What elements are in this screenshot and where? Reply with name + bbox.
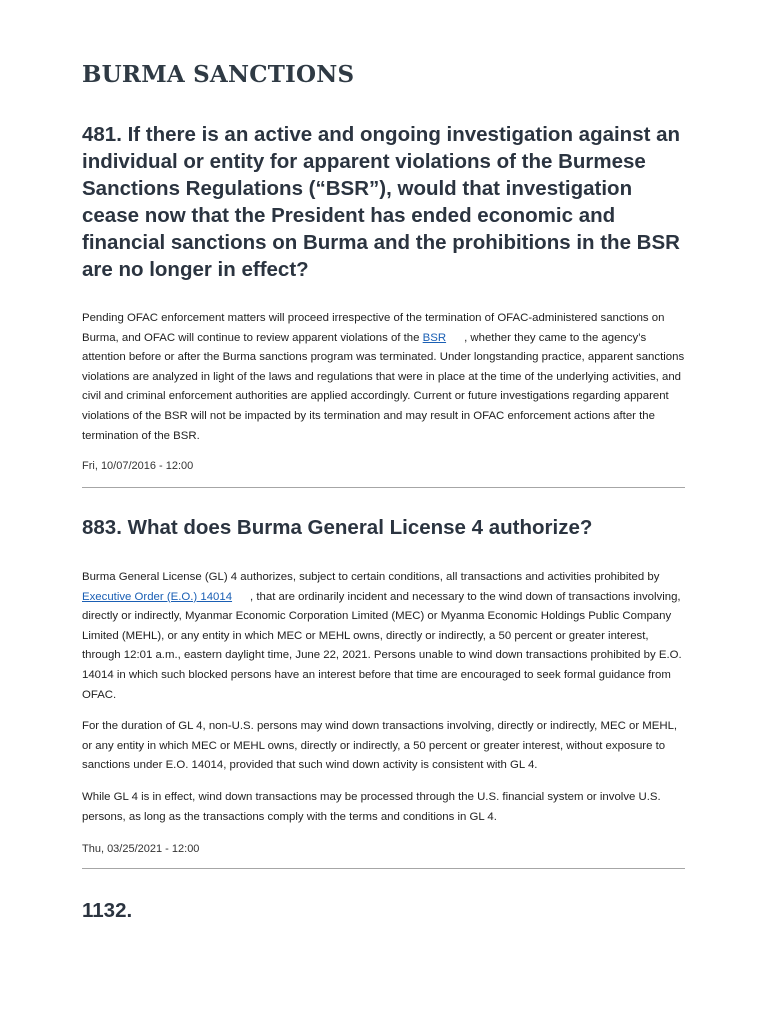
executive-order-14014-link[interactable]: Executive Order (E.O.) 14014	[82, 590, 233, 603]
answer-text: Pending OFAC enforcement matters will proceed irrespective of the termination of OFAC-administered sanctions on Burma, and OFAC will continue to review apparent violations of the	[82, 312, 665, 344]
answer-text: , whether they came to the agency’s attention before or after the Burma sanctions program was terminated. Under longstanding practice, apparent sanctions violations are analyzed in light of the laws and regulations that were in place at the time of the underlying activities, and civil and criminal enforcement authorities are applied accordingly. Current or future investigations regarding apparent violations of the BSR will not be impacted by its termination and may result in OFAC enforcement actions after the termination of the BSR.	[82, 331, 685, 442]
faq-question-883: 883. What does Burma General License 4 authorize?	[82, 516, 593, 539]
faq-date-883: Thu, 03/25/2021 - 12:00	[82, 843, 200, 855]
answer-text: , that are ordinarily incident and necessary to the wind down of transactions involving, directly or indirectly, Myanmar Economic Corporation Limited (MEC) or Myanma Economic Holdings Public Company Limited (MEHL), or any entity in which MEC or MEHL owns, directly or indirectly, a 50 percent or greater interest, through 12:01 a.m., eastern daylight time, June 22, 2021. Persons unable to wind down transactions prohibited by E.O. 14014 in which such blocked persons have an interest before that time are encouraged to seek formal guidance from OFAC.	[82, 590, 682, 701]
faq-answer-883-p3: While GL 4 is in effect, wind down transactions may be processed through the U.S. financial system or involve U.S. persons, as long as the transactions comply with the terms and conditions in GL 4.	[82, 791, 661, 823]
section-title: BURMA SANCTIONS	[82, 61, 355, 88]
divider	[82, 487, 685, 488]
faq-answer-481	[82, 309, 685, 446]
faq-answer-883-p1	[82, 568, 685, 705]
bsr-link[interactable]: BSR	[422, 331, 447, 344]
faq-date-481: Fri, 10/07/2016 - 12:00	[82, 460, 194, 472]
answer-text: Burma General License (GL) 4 authorizes, subject to certain conditions, all transactions and activities prohibited by	[82, 571, 660, 583]
divider	[82, 868, 685, 869]
faq-question-481: 481. If there is an active and ongoing investigation against an individual or entity for apparent violations of the Burmese Sanctions Regulations (“BSR”), would that investigation cease now that the President has ended economic and financial sanctions on Burma and the prohibitions in the BSR are no longer in effect?	[82, 123, 681, 281]
faq-answer-883-p2: For the duration of GL 4, non-U.S. persons may wind down transactions involving, directly or indirectly, MEC or MEHL, or any entity in which MEC or MEHL owns, directly or indirectly, a 50 percent or greater interest, without exposure to sanctions under E.O. 14014, provided that such wind down activity is consistent with GL 4.	[82, 720, 678, 772]
faq-question-1132: 1132.	[82, 899, 133, 922]
